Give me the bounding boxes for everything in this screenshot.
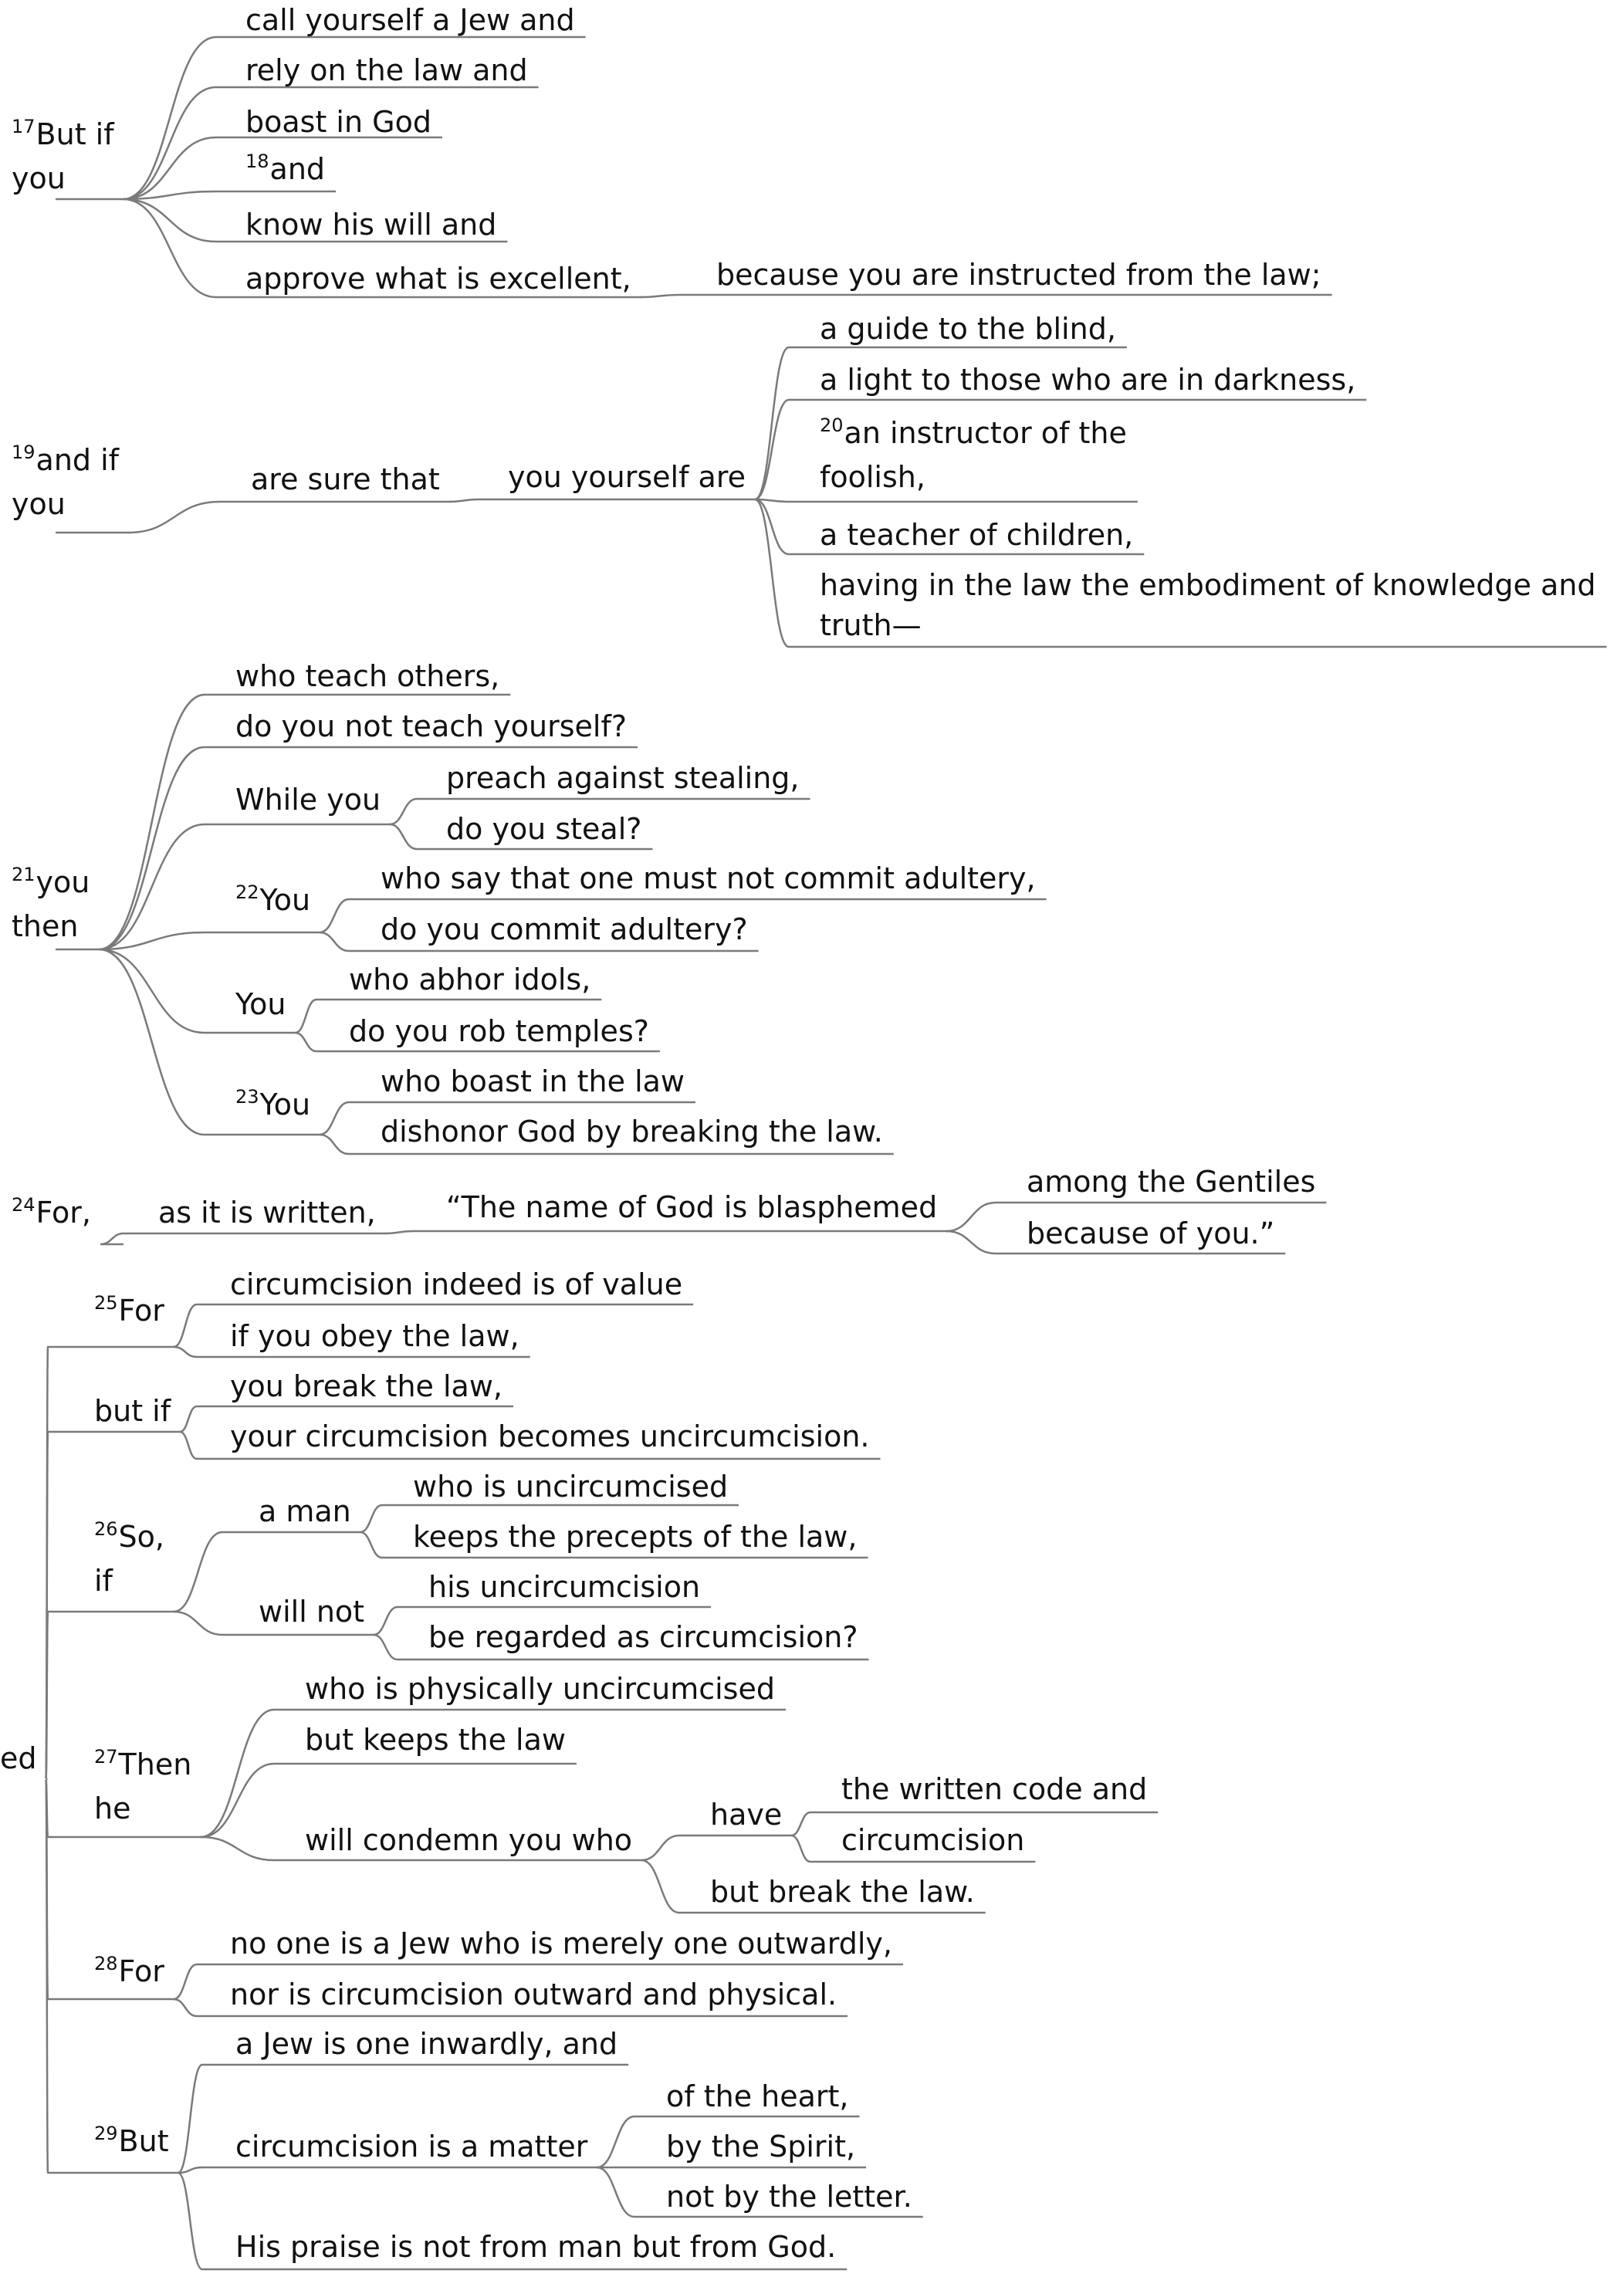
phrase-text: While you — [235, 783, 381, 817]
phrase-text: circumcision — [841, 1823, 1025, 1857]
phrase-will-condemn-you-who — [305, 1820, 632, 1860]
phrase-v24-for — [12, 1193, 91, 1237]
verse-number: 28 — [94, 1953, 118, 1974]
phrase-ed — [0, 1738, 37, 1778]
connector-line — [641, 295, 679, 297]
phrase-text: by the Spirit, — [666, 2130, 856, 2164]
phrase-text: foolish, — [820, 460, 925, 494]
phrase-text: You — [235, 987, 286, 1021]
verse-number: 21 — [12, 864, 36, 885]
connector-line — [174, 1347, 197, 1357]
connector-line — [174, 1304, 197, 1347]
phrase-text: an instructor of the — [844, 416, 1127, 450]
phrase-text: a guide to the blind, — [820, 312, 1116, 346]
phrase-a-guide-to-the-blind — [820, 309, 1116, 349]
phrase-among-the-gentiles — [1027, 1162, 1315, 1202]
phrase-a-jew-is-one-inwardly-and — [235, 2024, 617, 2064]
phrase-text: circumcision indeed is of value — [230, 1267, 683, 1301]
phrase-text: truth— — [820, 608, 922, 642]
phrase-text: who teach others, — [235, 659, 500, 693]
phrase-v18-and — [245, 149, 325, 193]
connector-line — [320, 899, 349, 932]
phrase-while-you — [235, 780, 381, 820]
connector-line — [174, 1612, 222, 1635]
phrase-text: his uncircumcision — [428, 1570, 701, 1604]
phrase-text: will condemn you who — [305, 1823, 633, 1857]
phrase-but-break-the-law — [710, 1872, 975, 1912]
connector-line — [99, 949, 205, 1033]
verse-number: 29 — [94, 2123, 118, 2144]
phrase-text: rely on the law and — [245, 53, 528, 87]
phrase-text: he — [94, 1791, 131, 1825]
connector-line — [390, 799, 417, 824]
connector-line — [123, 199, 216, 242]
connector-line — [946, 1203, 996, 1231]
connector-line — [174, 1999, 197, 2016]
phrase-nor-is-circumcision-outward-and-physical — [230, 1974, 837, 2015]
phrase-no-one-is-a-jew-who-is-merely-one-outwar — [230, 1923, 892, 1964]
phrase-text: you — [12, 487, 66, 521]
phrase-text: but break the law. — [710, 1875, 975, 1909]
verse-number: 22 — [235, 881, 259, 903]
phrase-preach-against-stealing — [446, 758, 800, 798]
phrase-text: of the heart, — [666, 2079, 849, 2113]
phrase-circumcision — [841, 1820, 1024, 1860]
phrase-v22-you — [235, 880, 310, 924]
connector-line — [791, 1812, 810, 1835]
connector-line — [946, 1231, 996, 1254]
phrase-the-written-code-and — [841, 1769, 1147, 1809]
phrase-text: dishonor God by breaking the law. — [381, 1115, 883, 1149]
phrase-text: who boast in the law — [381, 1064, 685, 1098]
phrase-text: have — [710, 1798, 783, 1832]
phrase-call-yourself-a-jew-and — [245, 0, 575, 40]
verse-number: 17 — [12, 116, 36, 137]
phrase-do-you-not-teach-yourself — [235, 706, 627, 746]
connector-line — [755, 499, 789, 647]
phrase-who-boast-in-the-law — [381, 1061, 685, 1101]
verse-number: 24 — [12, 1194, 36, 1216]
phrase-dishonor-god-by-breaking-the-law — [381, 1111, 883, 1152]
connector-line — [201, 1710, 274, 1837]
phrase-text: do you rob temples? — [349, 1014, 649, 1048]
phrase-text: Then — [118, 1748, 192, 1781]
phrase-text: your circumcision becomes uncircumcision. — [230, 1419, 870, 1453]
connector-line — [99, 695, 205, 949]
phrase-because-of-you — [1027, 1213, 1274, 1254]
phrase-text: as it is written, — [158, 1196, 376, 1230]
connector-line — [123, 199, 216, 297]
phrase-text: a Jew is one inwardly, and — [235, 2027, 618, 2061]
phrase-text: you — [36, 865, 90, 899]
phrase-v19-and-if-you — [12, 440, 119, 524]
connector-line — [99, 824, 205, 949]
phrase-you-break-the-law — [230, 1366, 502, 1406]
connector-line — [641, 1860, 679, 1913]
phrase-who-teach-others — [235, 656, 499, 696]
phrase-text: who is uncircumcised — [413, 1470, 729, 1504]
phrase-text: if you obey the law, — [230, 1319, 519, 1353]
phrase-do-you-commit-adultery — [381, 909, 748, 949]
phrase-text: are sure that — [251, 462, 440, 496]
phrase-text: who say that one must not commit adultery, — [381, 861, 1036, 895]
phrase-text: For, — [36, 1196, 92, 1230]
phrase-v28-for — [94, 1951, 164, 1995]
phrase-will-not — [259, 1592, 364, 1632]
phrase-v27-then-he — [94, 1744, 191, 1829]
phrase-text: keeps the precepts of the law, — [413, 1520, 858, 1554]
phrase-text: For — [118, 1954, 164, 1988]
phrase-text: the written code and — [841, 1772, 1148, 1806]
phrase-text: His praise is not from man but from God. — [235, 2230, 837, 2264]
phrase-who-abhor-idols — [349, 959, 590, 1000]
phrase-text: no one is a Jew who is merely one outwardly, — [230, 1927, 892, 1961]
connector-line — [123, 137, 216, 199]
connector-line — [180, 1406, 197, 1432]
phrase-text: For — [118, 1294, 164, 1328]
phrase-text: you yourself are — [508, 460, 746, 494]
phrase-v21-you-then — [12, 862, 90, 946]
phrase-text: do you not teach yourself? — [235, 709, 628, 743]
phrase-rely-on-the-law-and — [245, 50, 528, 90]
phrase-of-the-heart — [666, 2076, 849, 2116]
phrase-not-by-the-letter — [666, 2177, 912, 2217]
connector-line — [128, 502, 220, 533]
phrase-v29-but — [94, 2121, 169, 2165]
phrase-text: preach against stealing, — [446, 761, 800, 795]
connector-line — [296, 1033, 317, 1051]
connector-line — [641, 1835, 679, 1860]
phrase-v17-but-if-you — [12, 114, 114, 198]
phrase-text: But if — [36, 117, 114, 151]
connector-line — [360, 1532, 382, 1558]
phrase-text: You — [259, 1088, 311, 1122]
phrase-by-the-spirit — [666, 2126, 855, 2167]
connector-line — [320, 1102, 349, 1135]
phrase-having-in-the-law-the-embodiment-of-know — [820, 565, 1595, 645]
phrase-you — [235, 984, 286, 1024]
verse-number: 18 — [245, 151, 269, 172]
connector-line — [174, 1964, 197, 1999]
verse-number: 27 — [94, 1746, 118, 1768]
verse-number: 25 — [94, 1292, 118, 1314]
phrase-but-if — [94, 1391, 171, 1431]
phrase-approve-what-is-excellent — [245, 259, 631, 299]
connector-line — [178, 2173, 202, 2269]
connector-line — [123, 37, 216, 199]
connector-line — [374, 1607, 398, 1635]
phrase-your-circumcision-becomes-uncircumcision — [230, 1416, 870, 1457]
phrase-his-uncircumcision — [428, 1567, 700, 1607]
phrase-text: you break the law, — [230, 1369, 503, 1403]
phrase-text: a light to those who are in darkness, — [820, 363, 1356, 397]
phrase-text: not by the letter. — [666, 2180, 912, 2214]
phrase-the-name-of-god-is-blasphemed — [446, 1187, 937, 1227]
phrase-keeps-the-precepts-of-the-law — [413, 1517, 857, 1557]
connector-line — [174, 1532, 222, 1612]
phrase-text: boast in God — [245, 105, 431, 139]
phrase-his-praise-is-not-from-man-but-from-god — [235, 2227, 836, 2267]
phrase-text: who is physically uncircumcised — [305, 1672, 775, 1706]
phrase-text: and if — [36, 443, 120, 477]
connector-line — [320, 932, 349, 951]
phrase-text: having in the law the embodiment of knowledge and — [820, 568, 1596, 602]
verse-number: 23 — [235, 1086, 259, 1108]
phrase-circumcision-indeed-is-of-value — [230, 1264, 682, 1304]
phrase-boast-in-god — [245, 102, 431, 142]
phrase-a-man — [259, 1491, 351, 1531]
connector-line — [99, 949, 205, 1135]
phrase-text: “The name of God is blasphemed — [446, 1190, 938, 1224]
phrase-text: who abhor idols, — [349, 963, 591, 996]
connector-line — [180, 1432, 197, 1459]
phrase-know-his-will-and — [245, 205, 496, 245]
connector-line — [178, 2065, 202, 2173]
phrase-text: because of you.” — [1027, 1216, 1275, 1250]
phrase-circumcision-is-a-matter — [235, 2126, 587, 2167]
connector-line — [320, 1135, 349, 1154]
connector-line — [123, 87, 216, 199]
phrase-text: nor is circumcision outward and physical. — [230, 1978, 837, 2011]
connector-line — [755, 400, 789, 499]
verse-number: 19 — [12, 442, 36, 463]
phrase-text: But — [118, 2124, 169, 2158]
phrase-text: but keeps the law — [305, 1723, 566, 1757]
connector-line — [296, 1000, 317, 1033]
phrase-text: be regarded as circumcision? — [428, 1620, 858, 1654]
connector-line — [597, 2167, 634, 2217]
phrase-v25-for — [94, 1291, 164, 1335]
phrase-as-it-is-written — [158, 1193, 376, 1233]
phrase-text: you — [12, 161, 66, 195]
phrase-text: circumcision is a matter — [235, 2130, 588, 2164]
connector-line — [385, 1231, 413, 1233]
connector-line — [449, 499, 479, 502]
phrase-text: So, — [118, 1520, 164, 1554]
phrase-v20-an-instructor-of-the-foolish — [820, 413, 1127, 497]
phrase-text: approve what is excellent, — [245, 262, 631, 296]
connector-line — [791, 1835, 810, 1862]
phrase-because-you-are-instructed-from-the-law — [716, 255, 1321, 295]
verse-number: 26 — [94, 1518, 118, 1540]
connector-line — [99, 747, 205, 949]
phrase-who-is-uncircumcised — [413, 1467, 728, 1507]
phrase-if-you-obey-the-law — [230, 1316, 519, 1356]
phrase-text: because you are instructed from the law; — [716, 258, 1321, 292]
phrase-text: ed — [0, 1741, 37, 1775]
connector-line — [374, 1635, 398, 1660]
phrase-do-you-steal — [446, 809, 641, 849]
phrase-text: call yourself a Jew and — [245, 3, 575, 37]
phrase-text: know his will and — [245, 208, 497, 242]
phrase-are-sure-that — [251, 459, 440, 499]
phrase-be-regarded-as-circumcision — [428, 1617, 858, 1657]
phrase-v23-you — [235, 1084, 310, 1128]
phrase-who-say-that-one-must-not-commit-adulter — [381, 858, 1036, 898]
connector-line — [755, 347, 789, 499]
phrase-text: a man — [259, 1494, 351, 1528]
phrase-a-teacher-of-children — [820, 515, 1133, 555]
phrase-have — [710, 1795, 782, 1835]
phrase-do-you-rob-temples — [349, 1011, 649, 1051]
phrase-but-keeps-the-law — [305, 1720, 566, 1760]
phrase-text: do you steal? — [446, 812, 642, 846]
connector-line — [100, 1233, 123, 1244]
phrase-text: and — [269, 152, 326, 186]
phrase-text: do you commit adultery? — [381, 912, 748, 946]
phrase-a-light-to-those-who-are-in-darkness — [820, 360, 1355, 400]
phrase-text: if — [94, 1564, 113, 1598]
phrase-you-yourself-are — [508, 457, 746, 497]
phrase-v26-so-if — [94, 1517, 164, 1601]
phrase-text: among the Gentiles — [1027, 1165, 1316, 1199]
connector-line — [597, 2116, 634, 2167]
phrase-who-is-physically-uncircumcised — [305, 1669, 775, 1709]
phrase-text: a teacher of children, — [820, 518, 1134, 552]
phrase-text: You — [259, 883, 311, 917]
connector-line — [201, 1837, 274, 1860]
phrase-text: but if — [94, 1394, 171, 1428]
connector-line — [360, 1505, 382, 1532]
connector-line — [390, 824, 417, 849]
connector-line — [755, 499, 789, 554]
verse-number: 20 — [820, 414, 844, 436]
phrase-text: will not — [259, 1595, 365, 1629]
phrase-text: then — [12, 909, 79, 943]
